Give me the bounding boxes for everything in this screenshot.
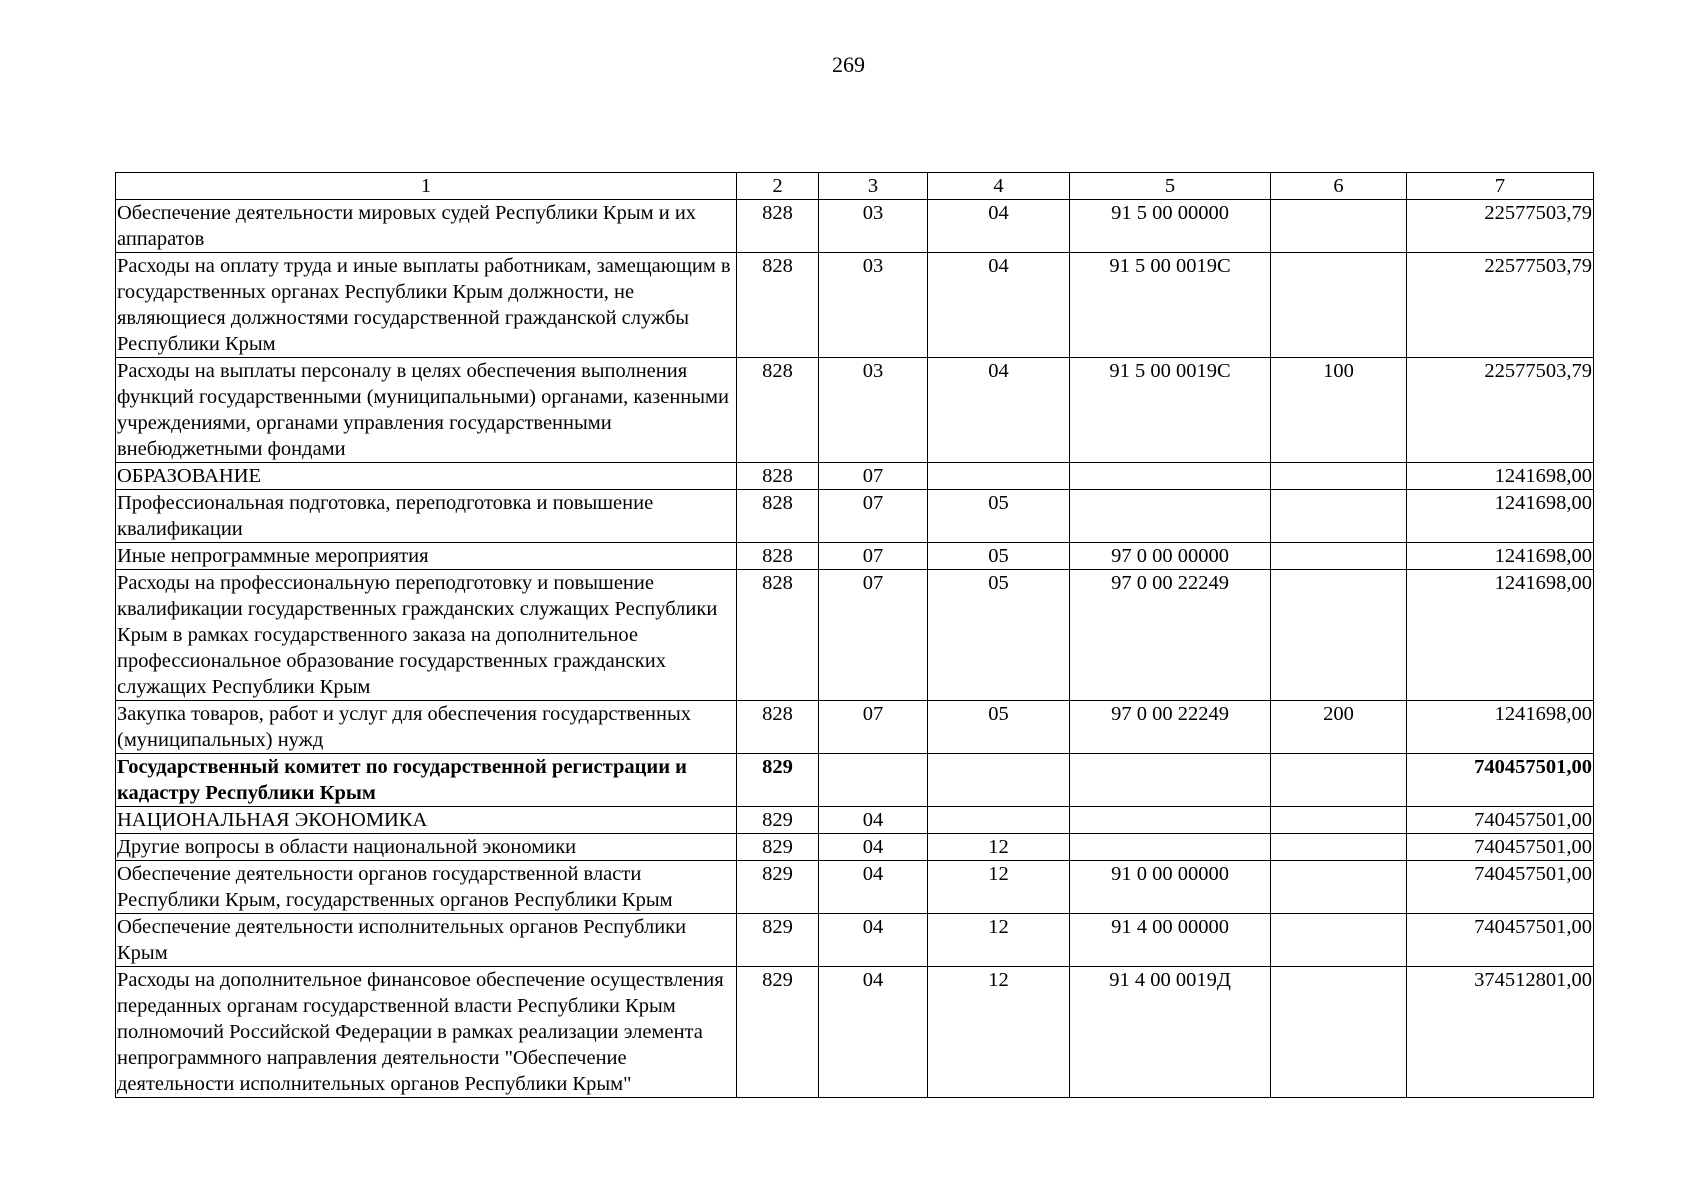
expense-type-cell: [1271, 490, 1407, 543]
table-row: [116, 490, 1594, 543]
row-name-cell: Государственный комитет по государственной регистрации и кадастру Республики Крым: [116, 754, 737, 807]
target-article-cell: [1070, 807, 1271, 834]
section-code-cell: 04: [819, 914, 928, 967]
expense-type-cell: [1271, 807, 1407, 834]
subsection-code-cell: 04: [928, 358, 1070, 463]
column-header: 6: [1271, 173, 1407, 200]
target-article-cell: [1070, 490, 1271, 543]
amount-cell: 740457501,00: [1407, 914, 1594, 967]
expense-type-cell: [1271, 200, 1407, 253]
row-name-cell: Иные непрограммные мероприятия: [116, 543, 737, 570]
table-row: [116, 754, 1594, 807]
page-number: 269: [832, 52, 865, 77]
expense-type-cell: 200: [1271, 701, 1407, 754]
section-code-cell: 07: [819, 701, 928, 754]
subsection-code-cell: 04: [928, 200, 1070, 253]
target-article-cell: 97 0 00 22249: [1070, 701, 1271, 754]
amount-cell: 1241698,00: [1407, 570, 1594, 701]
target-article-cell: 97 0 00 22249: [1070, 570, 1271, 701]
ministry-code-cell: 829: [737, 861, 819, 914]
ministry-code-cell: 828: [737, 463, 819, 490]
row-name-cell: ОБРАЗОВАНИЕ: [116, 463, 737, 490]
expense-type-cell: [1271, 543, 1407, 570]
expense-type-cell: [1271, 754, 1407, 807]
ministry-code-cell: 829: [737, 834, 819, 861]
ministry-code-cell: 828: [737, 490, 819, 543]
amount-cell: 740457501,00: [1407, 834, 1594, 861]
target-article-cell: 91 4 00 0019Д: [1070, 967, 1271, 1098]
ministry-code-cell: 829: [737, 967, 819, 1098]
target-article-cell: [1070, 834, 1271, 861]
subsection-code-cell: 12: [928, 967, 1070, 1098]
section-code-cell: [819, 754, 928, 807]
amount-cell: 1241698,00: [1407, 543, 1594, 570]
amount-cell: 1241698,00: [1407, 463, 1594, 490]
table-body: [116, 200, 1594, 1098]
ministry-code-cell: 828: [737, 570, 819, 701]
subsection-code-cell: 05: [928, 543, 1070, 570]
budget-table: [115, 172, 1594, 1098]
row-name-cell: Профессиональная подготовка, переподготовка и повышение квалификации: [116, 490, 737, 543]
amount-cell: 374512801,00: [1407, 967, 1594, 1098]
column-header: 7: [1407, 173, 1594, 200]
row-name-cell: Расходы на дополнительное финансовое обеспечение осуществления переданных органам государственной власти Республики Крым полномочий Российской Федерации в рамках реализации элемента непрограммного направления деятельности "Обеспечение деятельности исполнительных органов Республики Крым": [116, 967, 737, 1098]
table-row: [116, 463, 1594, 490]
table-row: [116, 701, 1594, 754]
ministry-code-cell: 828: [737, 253, 819, 358]
ministry-code-cell: 828: [737, 200, 819, 253]
table-row: [116, 914, 1594, 967]
target-article-cell: 91 5 00 0019С: [1070, 358, 1271, 463]
amount-cell: 22577503,79: [1407, 200, 1594, 253]
ministry-code-cell: 828: [737, 701, 819, 754]
table-row: [116, 807, 1594, 834]
row-name-cell: Обеспечение деятельности исполнительных органов Республики Крым: [116, 914, 737, 967]
subsection-code-cell: [928, 807, 1070, 834]
target-article-cell: [1070, 754, 1271, 807]
ministry-code-cell: 828: [737, 543, 819, 570]
column-header: 5: [1070, 173, 1271, 200]
subsection-code-cell: [928, 463, 1070, 490]
expense-type-cell: [1271, 834, 1407, 861]
table-row: [116, 967, 1594, 1098]
section-code-cell: 04: [819, 807, 928, 834]
target-article-cell: 91 4 00 00000: [1070, 914, 1271, 967]
target-article-cell: 91 5 00 0019С: [1070, 253, 1271, 358]
subsection-code-cell: [928, 754, 1070, 807]
expense-type-cell: [1271, 570, 1407, 701]
row-name-cell: Другие вопросы в области национальной экономики: [116, 834, 737, 861]
subsection-code-cell: 04: [928, 253, 1070, 358]
amount-cell: 740457501,00: [1407, 754, 1594, 807]
table-row: [116, 861, 1594, 914]
column-header: 2: [737, 173, 819, 200]
section-code-cell: 03: [819, 253, 928, 358]
ministry-code-cell: 829: [737, 914, 819, 967]
table-row: [116, 570, 1594, 701]
expense-type-cell: 100: [1271, 358, 1407, 463]
subsection-code-cell: 12: [928, 861, 1070, 914]
amount-cell: 22577503,79: [1407, 253, 1594, 358]
target-article-cell: 91 5 00 00000: [1070, 200, 1271, 253]
expense-type-cell: [1271, 861, 1407, 914]
subsection-code-cell: 05: [928, 570, 1070, 701]
section-code-cell: 07: [819, 570, 928, 701]
row-name-cell: Обеспечение деятельности мировых судей Республики Крым и их аппаратов: [116, 200, 737, 253]
section-code-cell: 03: [819, 358, 928, 463]
subsection-code-cell: 05: [928, 490, 1070, 543]
column-header: 4: [928, 173, 1070, 200]
subsection-code-cell: 12: [928, 834, 1070, 861]
table-row: [116, 253, 1594, 358]
target-article-cell: 91 0 00 00000: [1070, 861, 1271, 914]
table-row: [116, 200, 1594, 253]
table-row: [116, 543, 1594, 570]
table-row: [116, 834, 1594, 861]
expense-type-cell: [1271, 253, 1407, 358]
column-header: 3: [819, 173, 928, 200]
amount-cell: 740457501,00: [1407, 861, 1594, 914]
column-header: 1: [116, 173, 737, 200]
row-name-cell: Закупка товаров, работ и услуг для обеспечения государственных (муниципальных) нужд: [116, 701, 737, 754]
amount-cell: 740457501,00: [1407, 807, 1594, 834]
section-code-cell: 03: [819, 200, 928, 253]
table-row: [116, 358, 1594, 463]
ministry-code-cell: 828: [737, 358, 819, 463]
row-name-cell: Обеспечение деятельности органов государственной власти Республики Крым, государственных органов Республики Крым: [116, 861, 737, 914]
row-name-cell: НАЦИОНАЛЬНАЯ ЭКОНОМИКА: [116, 807, 737, 834]
row-name-cell: Расходы на выплаты персоналу в целях обеспечения выполнения функций государственными (муниципальными) органами, казенными учреждениями, органами управления государственными внебюджетными фондами: [116, 358, 737, 463]
target-article-cell: 97 0 00 00000: [1070, 543, 1271, 570]
subsection-code-cell: 05: [928, 701, 1070, 754]
section-code-cell: 07: [819, 490, 928, 543]
subsection-code-cell: 12: [928, 914, 1070, 967]
amount-cell: 1241698,00: [1407, 490, 1594, 543]
section-code-cell: 04: [819, 861, 928, 914]
expense-type-cell: [1271, 914, 1407, 967]
column-number-header-row: [116, 173, 1594, 200]
section-code-cell: 07: [819, 463, 928, 490]
expense-type-cell: [1271, 967, 1407, 1098]
row-name-cell: Расходы на профессиональную переподготовку и повышение квалификации государственных гражданских служащих Республики Крым в рамках государственного заказа на дополнительное профессиональное образование государственных гражданских служащих Республики Крым: [116, 570, 737, 701]
ministry-code-cell: 829: [737, 754, 819, 807]
row-name-cell: Расходы на оплату труда и иные выплаты работникам, замещающим в государственных органах Республики Крым должности, не являющиеся должностями государственной гражданской службы Республики Крым: [116, 253, 737, 358]
section-code-cell: 07: [819, 543, 928, 570]
section-code-cell: 04: [819, 834, 928, 861]
ministry-code-cell: 829: [737, 807, 819, 834]
target-article-cell: [1070, 463, 1271, 490]
section-code-cell: 04: [819, 967, 928, 1098]
expense-type-cell: [1271, 463, 1407, 490]
amount-cell: 22577503,79: [1407, 358, 1594, 463]
amount-cell: 1241698,00: [1407, 701, 1594, 754]
